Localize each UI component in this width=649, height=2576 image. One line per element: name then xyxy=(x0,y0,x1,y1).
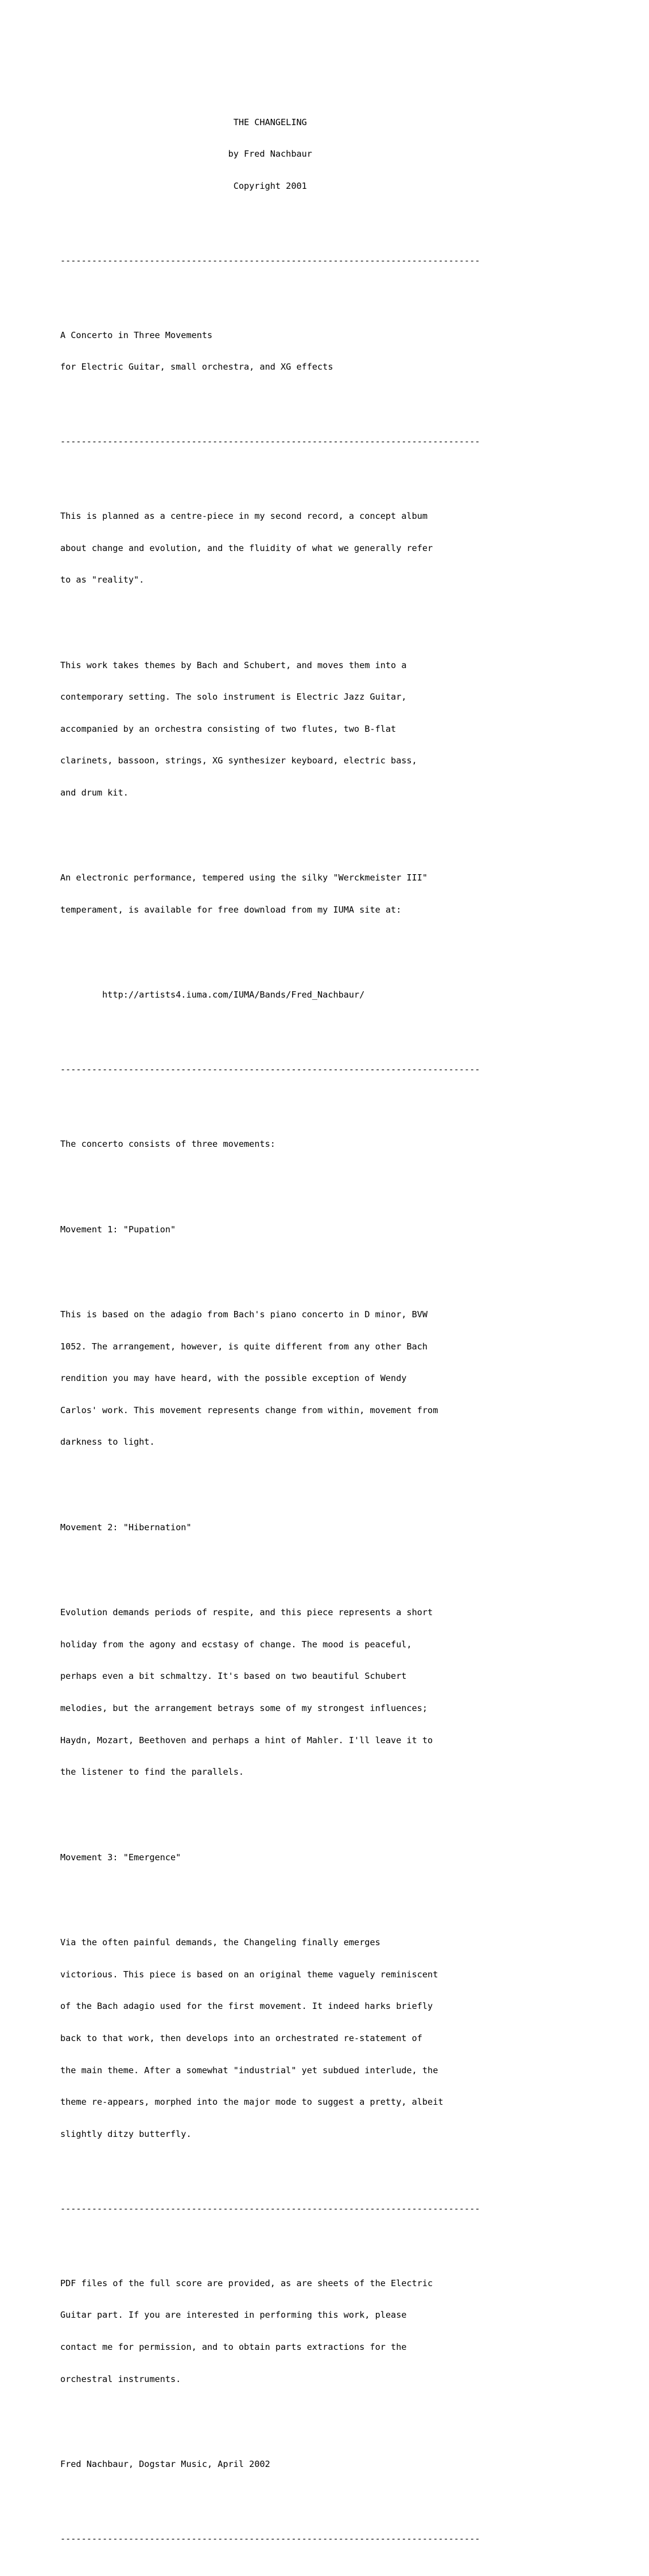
url-indent xyxy=(60,990,102,1000)
spacer xyxy=(60,1181,594,1192)
movement-3-body-line-1: Via the often painful demands, the Changeling finally emerges xyxy=(60,1937,380,1948)
separator-rule-4: -------------------------------------------------------------------------------- xyxy=(60,2203,480,2214)
spacer xyxy=(60,1096,594,1107)
document-copyright: Copyright 2001 xyxy=(233,180,307,191)
spacer xyxy=(60,404,594,415)
movement-3-body-line-3: of the Bach adagio used for the first movement. It indeed harks briefly xyxy=(60,2001,433,2012)
intro-p2-line-2: contemporary setting. The solo instrument is Electric Jazz Guitar, xyxy=(60,692,407,703)
movement-3-body-line-4: back to that work, then develops into an orchestrated re-statement of xyxy=(60,2033,422,2044)
movement-1-body-line-1: This is based on the adagio from Bach's piano concerto in D minor, BVW xyxy=(60,1309,428,1320)
movement-2-body-line-1: Evolution demands periods of respite, and this piece represents a short xyxy=(60,1607,433,1618)
spacer xyxy=(60,1033,594,1043)
iuma-url-line xyxy=(60,990,594,1000)
movements-intro: The concerto consists of three movements: xyxy=(60,1139,275,1150)
closing-line-2: Guitar part. If you are interested in performing this work, please xyxy=(60,2310,407,2321)
spacer xyxy=(60,223,594,234)
iuma-url[interactable]: http://artists4.iuma.com/IUMA/Bands/Fred_Nachbaur/ xyxy=(102,990,365,1000)
spacer xyxy=(60,1267,594,1278)
subtitle-line-1: A Concerto in Three Movements xyxy=(60,329,213,340)
movement-1-body-line-2: 1052. The arrangement, however, is quite different from any other Bach xyxy=(60,1341,428,1352)
separator-rule-2: -------------------------------------------------------------------------------- xyxy=(60,436,480,447)
movement-2-heading: Movement 2: "Hibernation" xyxy=(60,1522,192,1533)
separator-rule-5: -------------------------------------------------------------------------------- xyxy=(60,2533,480,2544)
movement-3-body-line-6: theme re-appears, morphed into the major mode to suggest a pretty, albeit xyxy=(60,2097,444,2108)
intro-p2-line-1: This work takes themes by Bach and Schubert, and moves them into a xyxy=(60,659,407,670)
closing-line-1: PDF files of the full score are provided, as are sheets of the Electric xyxy=(60,2278,433,2288)
intro-p1-line-2: about change and evolution, and the fluidity of what we generally refer xyxy=(60,542,433,553)
movement-3-heading: Movement 3: "Emergence" xyxy=(60,1852,181,1863)
intro-p2-line-4: clarinets, bassoon, strings, XG synthesizer keyboard, electric bass, xyxy=(60,755,417,766)
movement-2-body-line-4: melodies, but the arrangement betrays some of my strongest influences; xyxy=(60,1703,428,1714)
spacer xyxy=(60,287,594,298)
movement-1-heading: Movement 1: "Pupation" xyxy=(60,1224,176,1235)
spacer xyxy=(60,2416,594,2427)
movement-1-body-line-5: darkness to light. xyxy=(60,1437,155,1448)
subtitle-line-2: for Electric Guitar, small orchestra, and XG effects xyxy=(60,362,333,373)
spacer xyxy=(60,1565,594,1576)
spacer xyxy=(60,947,594,958)
intro-p2-line-5: and drum kit. xyxy=(60,787,129,798)
intro-p3-line-1: An electronic performance, tempered using the silky "Werckmeister III" xyxy=(60,872,428,883)
spacer xyxy=(60,2235,594,2246)
movement-3-body-line-5: the main theme. After a somewhat "industrial" yet subdued interlude, the xyxy=(60,2065,438,2075)
plain-text-document xyxy=(60,85,594,2576)
document-title: THE CHANGELING xyxy=(233,117,307,127)
intro-p3-line-2: temperament, is available for free download from my IUMA site at: xyxy=(60,905,402,915)
spacer xyxy=(60,830,594,841)
spacer xyxy=(60,617,594,628)
movement-2-body-line-3: perhaps even a bit schmaltzy. It's based on two beautiful Schubert xyxy=(60,1671,407,1682)
spacer xyxy=(60,2501,594,2512)
movement-1-body-line-4: Carlos' work. This movement represents change from within, movement from xyxy=(60,1405,438,1415)
intro-p1-line-1: This is planned as a centre-piece in my second record, a concept album xyxy=(60,510,428,521)
movement-2-body-line-2: holiday from the agony and ecstasy of change. The mood is peaceful, xyxy=(60,1639,412,1650)
spacer xyxy=(60,1895,594,1906)
movement-3-body-line-7: slightly ditzy butterfly. xyxy=(60,2129,192,2139)
document-author: by Fred Nachbaur xyxy=(228,149,312,160)
closing-line-4: orchestral instruments. xyxy=(60,2373,181,2384)
movement-1-body-line-3: rendition you may have heard, with the possible exception of Wendy xyxy=(60,1373,407,1384)
spacer xyxy=(60,1480,594,1491)
spacer xyxy=(60,1810,594,1821)
separator-rule-1: -------------------------------------------------------------------------------- xyxy=(60,255,480,266)
movement-2-body-line-6: the listener to find the parallels. xyxy=(60,1767,244,1778)
intro-p2-line-3: accompanied by an orchestra consisting of two flutes, two B-flat xyxy=(60,723,397,734)
signature-line: Fred Nachbaur, Dogstar Music, April 2002 xyxy=(60,2458,270,2469)
separator-rule-3: -------------------------------------------------------------------------------- xyxy=(60,1064,480,1075)
movement-3-body-line-2: victorious. This piece is based on an original theme vaguely reminiscent xyxy=(60,1969,438,1980)
intro-p1-line-3: to as "reality". xyxy=(60,575,145,585)
closing-line-3: contact me for permission, and to obtain parts extractions for the xyxy=(60,2341,407,2352)
spacer xyxy=(60,468,594,479)
spacer xyxy=(60,2171,594,2182)
movement-2-body-line-5: Haydn, Mozart, Beethoven and perhaps a hint of Mahler. I'll leave it to xyxy=(60,1735,433,1745)
